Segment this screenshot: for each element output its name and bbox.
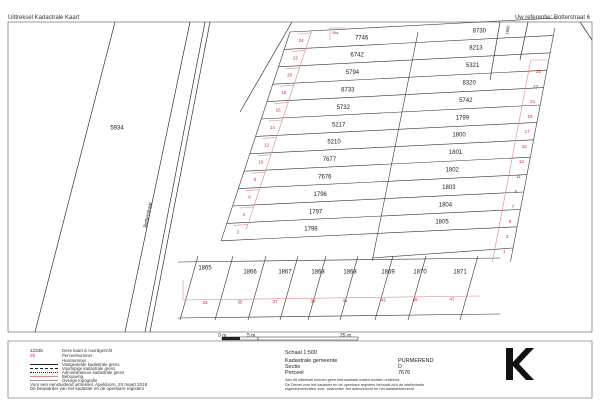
legend-parcel-number: 25 Perceelnummer (30, 353, 93, 359)
parcel-number[interactable]: 5210 (327, 139, 341, 146)
building-edge (269, 120, 283, 121)
house-number: 24 (298, 37, 304, 43)
building-edge (246, 190, 260, 191)
house-number: 4 (242, 211, 245, 217)
legend-other-topography: Overige topografie (30, 378, 97, 383)
building-edge (280, 85, 294, 86)
small-parcel-tag: 1895 (504, 25, 511, 35)
parcel-value: 7676 (398, 370, 411, 376)
bottom-row-divider (248, 256, 266, 320)
house-number: 8 (253, 177, 257, 183)
parcel-number[interactable]: 1801 (448, 150, 463, 157)
bottom-row-bottom (178, 314, 500, 318)
house-number: 9 (514, 189, 517, 195)
section-value: D (398, 364, 402, 370)
parcel-number[interactable]: 1804 (438, 202, 453, 209)
parcel-number[interactable]: 1800 (452, 132, 466, 139)
parcel-number[interactable]: 7676 (318, 174, 332, 181)
house-number: 6 (248, 194, 251, 200)
house-number: 15 (521, 144, 527, 150)
parcel-number[interactable]: 1866 (243, 269, 257, 276)
issue-statement: Voor een eensluidend uittreksel, Apeldoorn, 20 maart 2018 (30, 382, 148, 387)
house-number: 3 (505, 234, 509, 240)
building-edge (240, 207, 254, 208)
parcel-number[interactable]: 1802 (445, 167, 459, 174)
parcel-number[interactable]: 1865 (198, 265, 212, 272)
building-edge (251, 172, 265, 173)
parcel-number[interactable]: 1867 (278, 269, 292, 276)
parcel-number[interactable]: 7677 (322, 157, 337, 164)
map-frame (8, 22, 592, 332)
bottom-row-divider (375, 256, 393, 320)
parcel-number[interactable]: 1871 (453, 269, 467, 276)
bottom-row-divider (340, 256, 358, 320)
bottom-row-top (178, 258, 500, 262)
house-number: 16 (275, 107, 281, 113)
house-number: 47 (449, 296, 455, 302)
legend-panel (0, 340, 600, 400)
house-number: 41 (342, 298, 348, 304)
house-number: 20 (287, 72, 293, 78)
disclaimer: Aan dit uittreksel kunnen geen betrouwbare maten worden ontleend. De Dienst voor het kadaster en de openbare registers behoudt zich de intellectuele eigendomsrechten voor, waaronder het auteursrecht en het databankenrecht. (285, 378, 425, 392)
row-divider (250, 140, 534, 157)
house-number: 7 (511, 204, 515, 210)
row-divider (244, 157, 530, 174)
house-number: 18 (281, 90, 287, 96)
bottom-row-divider (280, 256, 298, 320)
house-number: 25 (535, 69, 542, 75)
house-number: 5 (508, 219, 512, 225)
parcel-number[interactable]: 5732 (336, 104, 350, 111)
parcel-number[interactable]: 1797 (308, 209, 323, 216)
house-number: 23 (533, 84, 539, 90)
scale-label-5: 5 m (247, 333, 256, 339)
parcel-number[interactable]: 1798 (304, 226, 318, 233)
legend-provisional-boundary: Voorlopige kadastrale grens (30, 366, 115, 371)
house-number: 19 (527, 114, 533, 120)
parcel-number[interactable]: 8320 (462, 80, 476, 87)
building-edge (274, 103, 288, 104)
section-label: Sectie (285, 364, 301, 370)
row-divider (284, 35, 553, 49)
house-number: 21 (530, 99, 536, 105)
parcel-number[interactable]: 5794 (345, 70, 360, 77)
building-edge (297, 33, 311, 34)
row-divider (279, 53, 551, 70)
building-edge (292, 50, 306, 51)
house-number: 39 (310, 298, 316, 304)
parcel-number[interactable]: 8213 (469, 45, 483, 52)
parcel-number[interactable]: 1796 (313, 191, 327, 198)
bottom-row-divider (460, 256, 478, 320)
top-small-number: 39a (331, 30, 339, 36)
bottom-row-divider (215, 256, 233, 320)
parcel-number[interactable]: 6742 (350, 52, 364, 59)
legend-north: 12345 Deze kaart is noordgericht (30, 348, 113, 354)
legend-administrative-boundary: Administratieve kadastrale grens (30, 370, 124, 375)
parcel-number[interactable]: 5742 (459, 97, 473, 104)
parcel-label: Perceel (285, 370, 304, 376)
parcel-number[interactable]: 1868 (343, 269, 357, 276)
house-number: 45 (412, 297, 418, 303)
house-number: 13 (518, 159, 524, 165)
parcel-boundaries (178, 18, 557, 320)
house-number: 43 (380, 297, 386, 303)
house-number: 1 (503, 249, 506, 255)
building-edge (246, 30, 312, 230)
legend-house-number: Huisnummer (62, 358, 87, 363)
row-divider (238, 175, 527, 189)
parcel-number[interactable]: 5321 (465, 63, 480, 70)
row-divider (221, 227, 517, 241)
bottom-row-divider (408, 256, 426, 320)
building-edge (257, 155, 271, 156)
house-number: 37 (272, 299, 278, 305)
building-edge (263, 137, 277, 138)
house-number: 12 (264, 142, 270, 148)
street-name: Botterstraat (142, 201, 154, 229)
parcel-labels (198, 28, 541, 305)
scale-label-0: 0 m (218, 333, 227, 339)
parcel-number[interactable]: 1799 (455, 115, 470, 122)
parcel-number[interactable]: 1870 (413, 269, 427, 276)
map-title: Uittreksel Kadastrale Kaart (8, 15, 80, 21)
house-number: 2 (236, 229, 240, 235)
municipality-label: Kadastrale gemeente (285, 358, 338, 364)
registry-owner: De bewaarder van het kadaster en de openbare registers (30, 386, 145, 391)
building-edge (234, 224, 248, 225)
parcel-number[interactable]: 1868 (311, 269, 325, 276)
row-divider (233, 192, 524, 209)
house-number: 35 (237, 299, 243, 305)
bottom-row-divider (308, 256, 326, 320)
reference-text: Uw referentie: Botterstraat 6 (514, 15, 590, 21)
row-divider (267, 88, 544, 105)
parcel-number[interactable]: 8730 (472, 28, 487, 35)
parcel-number[interactable]: 1869 (381, 269, 395, 276)
row-divider (227, 209, 521, 223)
building-edge (492, 60, 530, 262)
legend-buildings: Bebouwing (30, 374, 83, 379)
parcel-number[interactable]: 5217 (331, 122, 346, 129)
house-number: 11 (516, 174, 521, 180)
scale-text: Schaal 1:500 (285, 350, 318, 356)
house-number: 14 (269, 124, 275, 130)
house-number: 22 (292, 55, 298, 61)
legend-fixed-boundary: Vastgestelde kadastrale grens (30, 362, 120, 367)
parcel-number[interactable]: 7746 (355, 35, 369, 42)
municipality-value: PURMEREND (398, 358, 434, 364)
kadaster-logo (500, 346, 536, 382)
parcel-large-5934[interactable]: 5934 (110, 125, 124, 132)
house-number: 17 (524, 129, 530, 135)
parcel-number[interactable]: 1805 (435, 219, 449, 226)
house-number: 33 (202, 300, 208, 306)
house-number: 10 (258, 159, 264, 165)
row-divider (256, 122, 537, 136)
scale-label-25: 25 m (340, 333, 352, 339)
building-edge (286, 68, 300, 69)
parcel-number[interactable]: 8733 (341, 87, 355, 94)
parcel-number[interactable]: 1803 (442, 184, 456, 191)
